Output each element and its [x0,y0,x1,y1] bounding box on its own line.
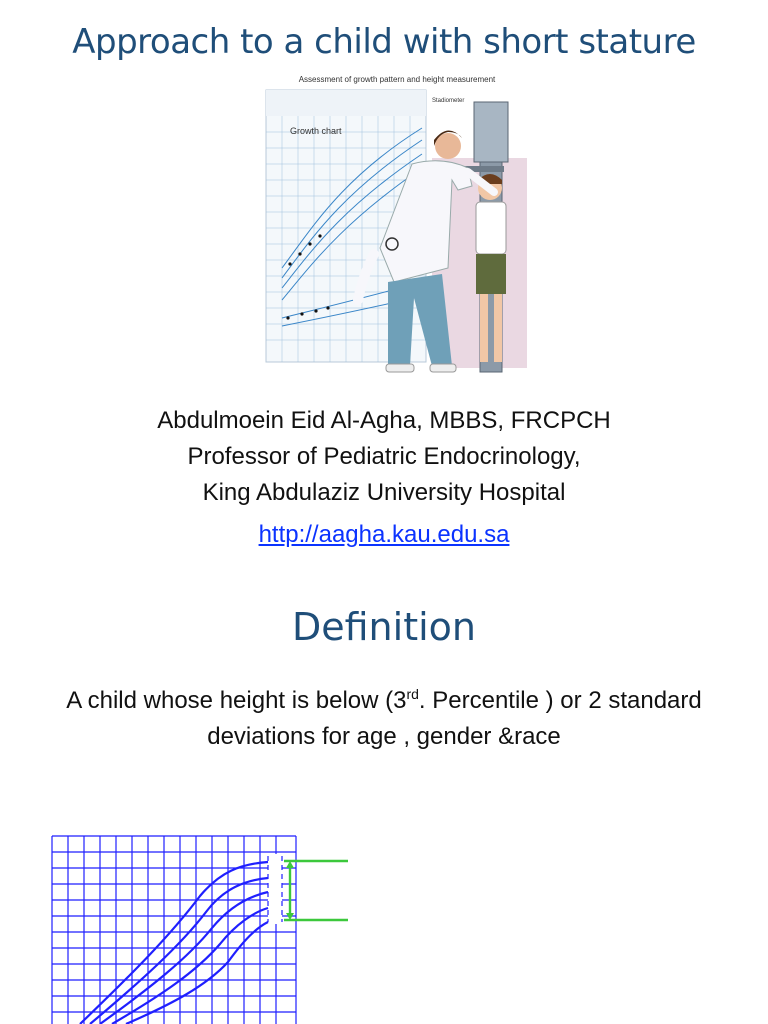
percentile-curves [80,862,268,1024]
percentile-curve [100,892,268,1024]
definition-text-prefix: A child whose height is below (3 [66,687,407,714]
author-institution: King Abdulaziz University Hospital [202,479,566,506]
section-title: Definition [291,605,476,649]
standard-deviation-bracket [284,861,348,920]
doctor-measuring-child-illustration [262,68,532,396]
definition-text [40,676,728,755]
slide-title: Approach to a child with short stature [72,22,696,62]
diagram-grid [52,836,296,1024]
definition-text-suffix: . Percentile ) or 2 standard deviations for age , gender &race [207,687,702,750]
growth-chart-label: Growth chart [290,126,342,136]
percentile-curve [80,862,268,1024]
author-name: Abdulmoein Eid Al-Agha, MBBS, FRCPCH [157,407,611,434]
definition-text-superscript: rd [406,686,419,702]
author-position: Professor of Pediatric Endocrinology, [187,443,581,470]
author-info [0,403,768,553]
growth-curves-diagram [40,826,360,1024]
author-website-link[interactable]: http://aagha.kau.edu.sa [258,521,510,548]
stadiometer-label: Stadiometer [432,98,465,104]
illustration-caption: Assessment of growth pattern and height measurement [298,75,496,84]
percentile-curve [112,908,268,1024]
